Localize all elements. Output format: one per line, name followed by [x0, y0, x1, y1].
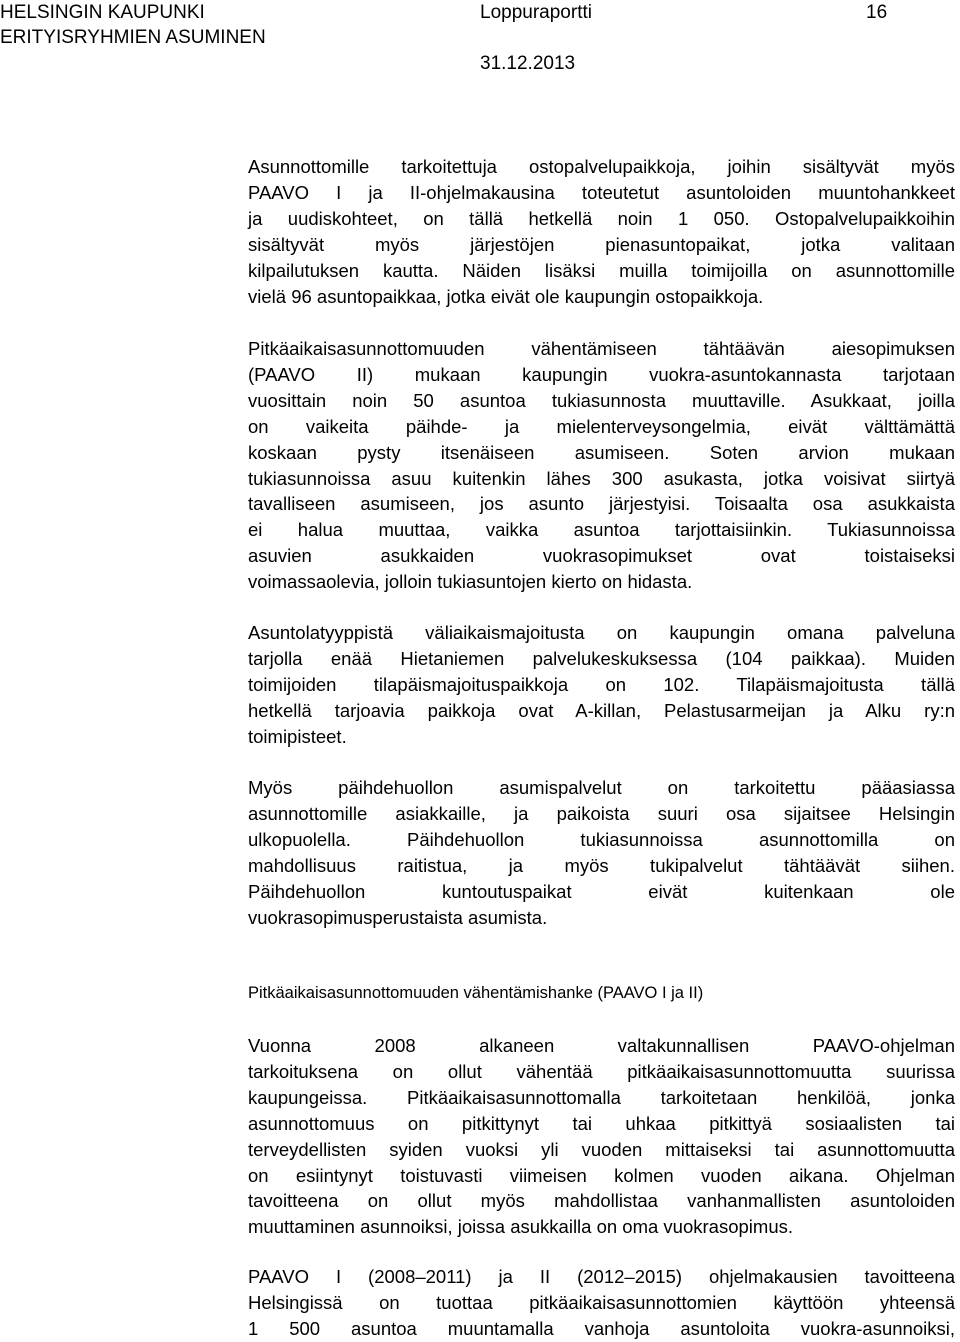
text-line: ja uudiskohteet, on tällä hetkellä noin 1 050. Ostopalvelupaikkoihin — [248, 207, 955, 229]
text-line: asunnottomille asiakkaille, ja paikoista suuri osa sijaitsee Helsingin — [248, 802, 955, 824]
paragraph-paavo-ohjelma — [248, 1033, 955, 1240]
paragraph-ostopalvelupaikat — [248, 154, 955, 309]
section-title: Pitkäaikaisasunnottomuuden vähentämishanke (PAAVO I ja II) — [248, 984, 704, 1002]
text-line: tavalliseen asumiseen, jos asunto järjestyisi. Toisaalta osa asukkaista — [248, 493, 955, 515]
paragraph-paeihdehuolto — [248, 775, 955, 930]
text-line: mahdollisuus raitistua, ja myös tukipalvelut tähtäävät siihen. — [248, 854, 955, 876]
text-line: Asuntolatyyppistä väliaikaismajoitusta on kaupungin omana palveluna — [248, 622, 955, 643]
text-line: muuttaminen asunnoiksi, joissa asukkailla on oma vuokrasopimus. — [248, 1216, 793, 1238]
text-line: koskaan pysty itsenäiseen asumiseen. Soten arvion mukaan — [248, 441, 955, 463]
document-title: Loppuraportti — [480, 2, 592, 23]
text-line: vuosittain noin 50 asuntoa tukiasunnosta muuttaville. Asukkaat, joilla — [248, 389, 955, 411]
page-number: 16 — [866, 2, 888, 23]
text-line: PAAVO I ja II-ohjelmakausina toteutetut asuntoloiden muuntohankkeet — [248, 181, 955, 203]
text-line: hetkellä tarjoavia paikkoja ovat A-killan, Pelastusarmeijan ja Alku ry:n — [248, 699, 955, 721]
text-line: Pitkäaikaisasunnottomuuden vähentämiseen tähtäävän aiesopimuksen — [248, 338, 955, 359]
text-line: tavoitteena on ollut myös mahdollistaa vanhanmallisten asuntoloiden — [248, 1190, 955, 1212]
text-line: Myös päihdehuollon asumispalvelut on tarkoitettu pääasiassa — [248, 777, 955, 798]
text-line: tukiasunnoissa asuu kuitenkin lähes 300 asukasta, jotka voisivat siirtyä — [248, 467, 955, 489]
text-line: 1 500 asuntoa muuntamalla vanhoja asuntoloita vuokra-asunnoiksi, — [248, 1317, 955, 1339]
text-line: sisältyvät myös järjestöjen pienasuntopaikat, jotka valitaan — [248, 233, 955, 255]
text-line: kilpailutuksen kautta. Näiden lisäksi muilla toimijoilla on asunnottomille — [248, 259, 955, 281]
text-line: kaupungeissa. Pitkäaikaisasunnottomalla tarkoitetaan henkilöä, jonka — [248, 1086, 955, 1108]
text-line: asuvien asukkaiden vuokrasopimukset ovat toistaiseksi — [248, 545, 955, 567]
text-line: toimijoiden tilapäismajoituspaikkoja on 102. Tilapäismajoitusta tällä — [248, 673, 955, 695]
text-line: (PAAVO II) mukaan kaupungin vuokra-asuntokannasta tarjotaan — [248, 363, 955, 385]
text-line: voimassaolevia, jolloin tukiasuntojen kierto on hidasta. — [248, 571, 693, 593]
text-line: Vuonna 2008 alkaneen valtakunnallisen PAAVO-ohjelman — [248, 1035, 955, 1056]
paragraph-vaeliaikaismajoitus — [248, 620, 955, 750]
text-line: on esiintynyt toistuvasti viimeisen kolmen vuoden aikana. Ohjelman — [248, 1164, 955, 1186]
text-line: asunnottomuus on pitkittynyt tai uhkaa pitkittyä sosiaalisten tai — [248, 1112, 955, 1134]
text-line: terveydellisten syiden vuoksi yli vuoden mittaiseksi tai asunnottomuutta — [248, 1138, 955, 1160]
text-line: vielä 96 asuntopaikkaa, jotka eivät ole kaupungin ostopaikkoja. — [248, 285, 764, 307]
text-line: tarjolla enää Hietaniemen palvelukeskuksessa (104 paikkaa). Muiden — [248, 647, 955, 669]
text-line: PAAVO I (2008–2011) ja II (2012–2015) ohjelmakausien tavoitteena — [248, 1266, 955, 1287]
paragraph-aiesopimus — [248, 336, 955, 595]
text-line: Asunnottomille tarkoitettuja ostopalvelupaikkoja, joihin sisältyvät myös — [248, 156, 955, 177]
document-date: 31.12.2013 — [480, 53, 576, 74]
text-line: ei halua muuttaa, vaikka asuntoa tarjottaisiinkin. Tukiasunnoissa — [248, 519, 955, 541]
text-line: on vaikeita päihde- ja mielenterveysongelmia, eivät välttämättä — [248, 415, 955, 437]
paragraph-paavo-tavoitteet — [248, 1264, 955, 1342]
text-line: tarkoituksena on ollut vähentää pitkäaikaisasunnottomuutta suurissa — [248, 1060, 955, 1082]
text-line: Päihdehuollon kuntoutuspaikat eivät kuitenkaan ole — [248, 880, 955, 902]
text-line: vuokrasopimusperustaista asumista. — [248, 906, 548, 928]
organization-name: HELSINGIN KAUPUNKI — [0, 2, 205, 23]
text-line: Helsingissä on tuottaa pitkäaikaisasunnottomien käyttöön yhteensä — [248, 1291, 955, 1313]
text-line: ulkopuolella. Päihdehuollon tukiasunnoissa asunnottomilla on — [248, 828, 955, 850]
department-name: ERITYISRYHMIEN ASUMINEN — [0, 27, 266, 48]
text-line: toimipisteet. — [248, 725, 347, 747]
